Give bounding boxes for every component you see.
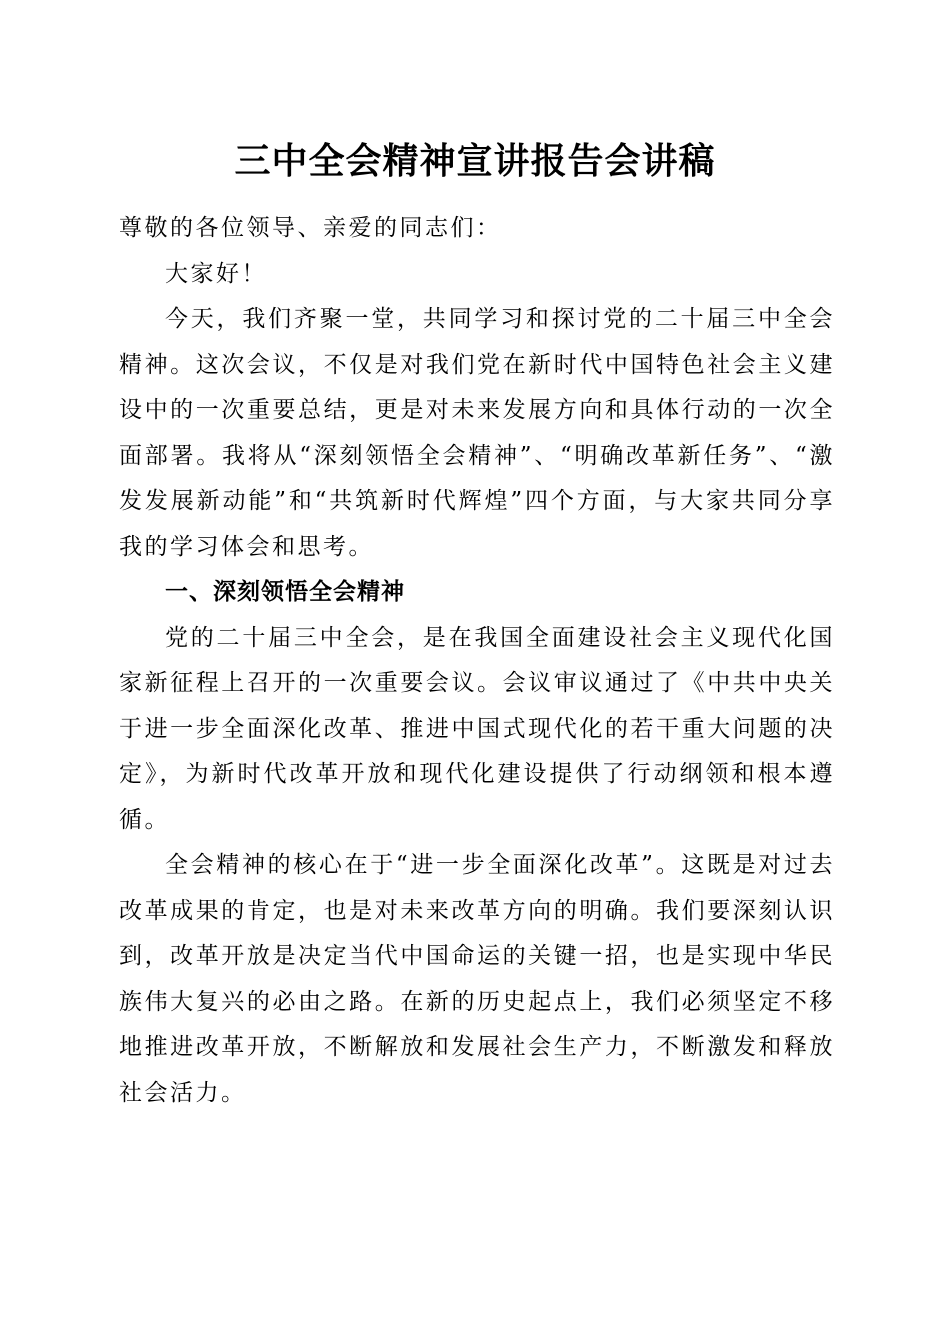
page-title: 三中全会精神宣讲报告会讲稿	[234, 140, 716, 182]
section-heading: 一、深刻领悟全会精神	[165, 579, 405, 605]
section-paragraph: 全会精神的核心在于“进一步全面深化改革”。这既是对过去改革成果的肯定，也是对未来改革方向的明确。我们要深刻认识到，改革开放是决定当代中国命运的关键一招，也是实现中华民族伟大复兴的必由之路。在新的历史起点上，我们必须坚定不移地推进改革开放，不断解放和发展社会生产力，不断激发和释放社会活力。	[119, 852, 835, 1106]
intro-paragraph: 今天，我们齐聚一堂，共同学习和探讨党的二十届三中全会精神。这次会议，不仅是对我们党在新时代中国特色社会主义建设中的一次重要总结，更是对未来发展方向和具体行动的一次全面部署。我将从“深刻领悟全会精神”、“明确改革新任务”、“激发发展新动能”和“共筑新时代辉煌”四个方面，与大家共同分享我的学习体会和思考。	[119, 306, 835, 560]
document-body	[119, 206, 835, 1116]
salutation: 尊敬的各位领导、亲爱的同志们：	[119, 215, 502, 241]
section-paragraph: 党的二十届三中全会，是在我国全面建设社会主义现代化国家新征程上召开的一次重要会议。会议审议通过了《中共中央关于进一步全面深化改革、推进中国式现代化的若干重大问题的决定》，为新时代改革开放和现代化建设提供了行动纲领和根本遵循。	[119, 624, 835, 833]
greeting: 大家好！	[165, 260, 267, 287]
